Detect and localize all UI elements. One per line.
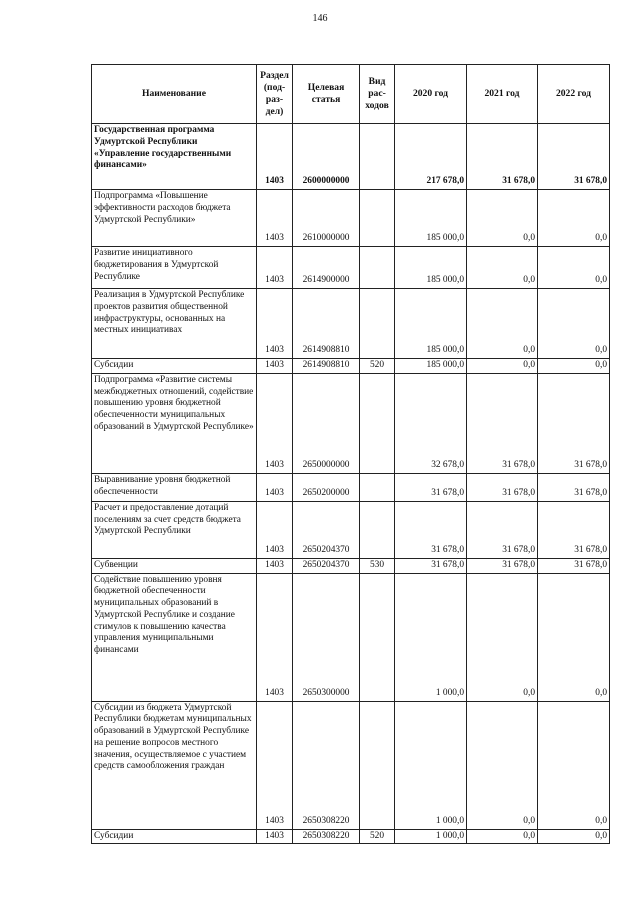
- row-target: 2610000000: [293, 190, 360, 247]
- row-kind: [360, 473, 395, 501]
- row-2022: 31 678,0: [538, 501, 610, 558]
- row-section: 1403: [257, 190, 293, 247]
- row-2020: 31 678,0: [395, 558, 467, 573]
- row-2020: 1 000,0: [395, 829, 467, 844]
- row-2020: 185 000,0: [395, 289, 467, 359]
- row-2021: 31 678,0: [467, 373, 538, 473]
- row-kind: [360, 247, 395, 289]
- page-number: 146: [312, 13, 328, 24]
- row-name: Подпрограмма «Повышение эффективности расходов бюджета Удмуртской Республики»: [92, 190, 257, 247]
- row-kind: [360, 701, 395, 829]
- row-2020: 31 678,0: [395, 501, 467, 558]
- table-row: [92, 359, 610, 374]
- row-2021: 0,0: [467, 190, 538, 247]
- row-name: Государственная программа Удмуртской Республики «Управление государственными финансами»: [92, 124, 257, 190]
- row-2022: 31 678,0: [538, 473, 610, 501]
- row-name: Расчет и предоставление дотаций поселениям за счет средств бюджета Удмуртской Республики: [92, 501, 257, 558]
- row-2021: 31 678,0: [467, 558, 538, 573]
- row-2021: 0,0: [467, 289, 538, 359]
- row-kind: [360, 501, 395, 558]
- table-row: [92, 124, 610, 190]
- table-row: [92, 190, 610, 247]
- row-2020: 1 000,0: [395, 701, 467, 829]
- table-row: [92, 829, 610, 844]
- row-name: Подпрограмма «Развитие системы межбюджетных отношений, содействие повышению уровня бюджетной обеспеченности муниципальных образований в Удмуртской Республике»: [92, 373, 257, 473]
- row-2021: 31 678,0: [467, 501, 538, 558]
- row-target: 2614908810: [293, 359, 360, 374]
- row-section: 1403: [257, 829, 293, 844]
- row-2021: 0,0: [467, 701, 538, 829]
- row-target: 2650200000: [293, 473, 360, 501]
- row-target: 2650300000: [293, 573, 360, 701]
- row-name: Субсидии из бюджета Удмуртской Республики бюджетам муниципальных образований в Удмуртской Республике на решение вопросов местного значения, осуществляемое с участием средств самообложения граждан: [92, 701, 257, 829]
- header-2022: 2022 год: [538, 65, 610, 124]
- row-target: 2614908810: [293, 289, 360, 359]
- row-2021: 0,0: [467, 359, 538, 374]
- row-2020: 32 678,0: [395, 373, 467, 473]
- row-section: 1403: [257, 247, 293, 289]
- row-2022: 31 678,0: [538, 373, 610, 473]
- row-target: 2650204370: [293, 558, 360, 573]
- row-kind: [360, 124, 395, 190]
- row-2020: 185 000,0: [395, 247, 467, 289]
- row-name: Выравнивание уровня бюджетной обеспеченности: [92, 473, 257, 501]
- row-section: 1403: [257, 501, 293, 558]
- header-2021: 2021 год: [467, 65, 538, 124]
- table-row: [92, 573, 610, 701]
- header-target: Целевая статья: [293, 65, 360, 124]
- table-row: [92, 473, 610, 501]
- table-row: [92, 558, 610, 573]
- row-kind: 530: [360, 558, 395, 573]
- row-target: 2650000000: [293, 373, 360, 473]
- row-section: 1403: [257, 289, 293, 359]
- row-2020: 217 678,0: [395, 124, 467, 190]
- row-2020: 31 678,0: [395, 473, 467, 501]
- row-2021: 0,0: [467, 573, 538, 701]
- row-section: 1403: [257, 701, 293, 829]
- table-row: [92, 247, 610, 289]
- row-2021: 0,0: [467, 829, 538, 844]
- header-name: Наименование: [92, 65, 257, 124]
- row-2022: 0,0: [538, 247, 610, 289]
- row-target: 2650308220: [293, 701, 360, 829]
- row-kind: 520: [360, 359, 395, 374]
- row-section: 1403: [257, 373, 293, 473]
- table-row: [92, 373, 610, 473]
- row-section: 1403: [257, 573, 293, 701]
- row-2020: 185 000,0: [395, 359, 467, 374]
- row-name: Субсидии: [92, 829, 257, 844]
- table-row: [92, 701, 610, 829]
- table-row: [92, 501, 610, 558]
- row-name: Содействие повышению уровня бюджетной обеспеченности муниципальных образований в Удмуртской Республике и создание стимулов к повышению качества управления муниципальными финансами: [92, 573, 257, 701]
- row-2021: 0,0: [467, 247, 538, 289]
- row-2020: 1 000,0: [395, 573, 467, 701]
- header-section: Раздел (под-раз-дел): [257, 65, 293, 124]
- table-row: [92, 289, 610, 359]
- header-2020: 2020 год: [395, 65, 467, 124]
- row-kind: [360, 190, 395, 247]
- row-2022: 0,0: [538, 190, 610, 247]
- row-name: Субсидии: [92, 359, 257, 374]
- row-section: 1403: [257, 359, 293, 374]
- row-name: Развитие инициативного бюджетирования в Удмуртской Республике: [92, 247, 257, 289]
- row-name: Реализация в Удмуртской Республике проектов развития общественной инфраструктуры, основанных на местных инициативах: [92, 289, 257, 359]
- row-2022: 31 678,0: [538, 558, 610, 573]
- row-2022: 0,0: [538, 573, 610, 701]
- row-2022: 0,0: [538, 359, 610, 374]
- row-2022: 31 678,0: [538, 124, 610, 190]
- row-name: Субвенции: [92, 558, 257, 573]
- row-target: 2650204370: [293, 501, 360, 558]
- row-2022: 0,0: [538, 829, 610, 844]
- row-target: 2650308220: [293, 829, 360, 844]
- header-kind: Вид рас-ходов: [360, 65, 395, 124]
- row-2021: 31 678,0: [467, 124, 538, 190]
- row-target: 2614900000: [293, 247, 360, 289]
- row-2022: 0,0: [538, 289, 610, 359]
- row-2020: 185 000,0: [395, 190, 467, 247]
- row-section: 1403: [257, 473, 293, 501]
- row-kind: 520: [360, 829, 395, 844]
- header-row: [92, 65, 610, 124]
- row-kind: [360, 573, 395, 701]
- row-section: 1403: [257, 124, 293, 190]
- row-target: 2600000000: [293, 124, 360, 190]
- row-2022: 0,0: [538, 701, 610, 829]
- row-section: 1403: [257, 558, 293, 573]
- row-kind: [360, 373, 395, 473]
- row-2021: 31 678,0: [467, 473, 538, 501]
- budget-table: [91, 64, 610, 844]
- row-kind: [360, 289, 395, 359]
